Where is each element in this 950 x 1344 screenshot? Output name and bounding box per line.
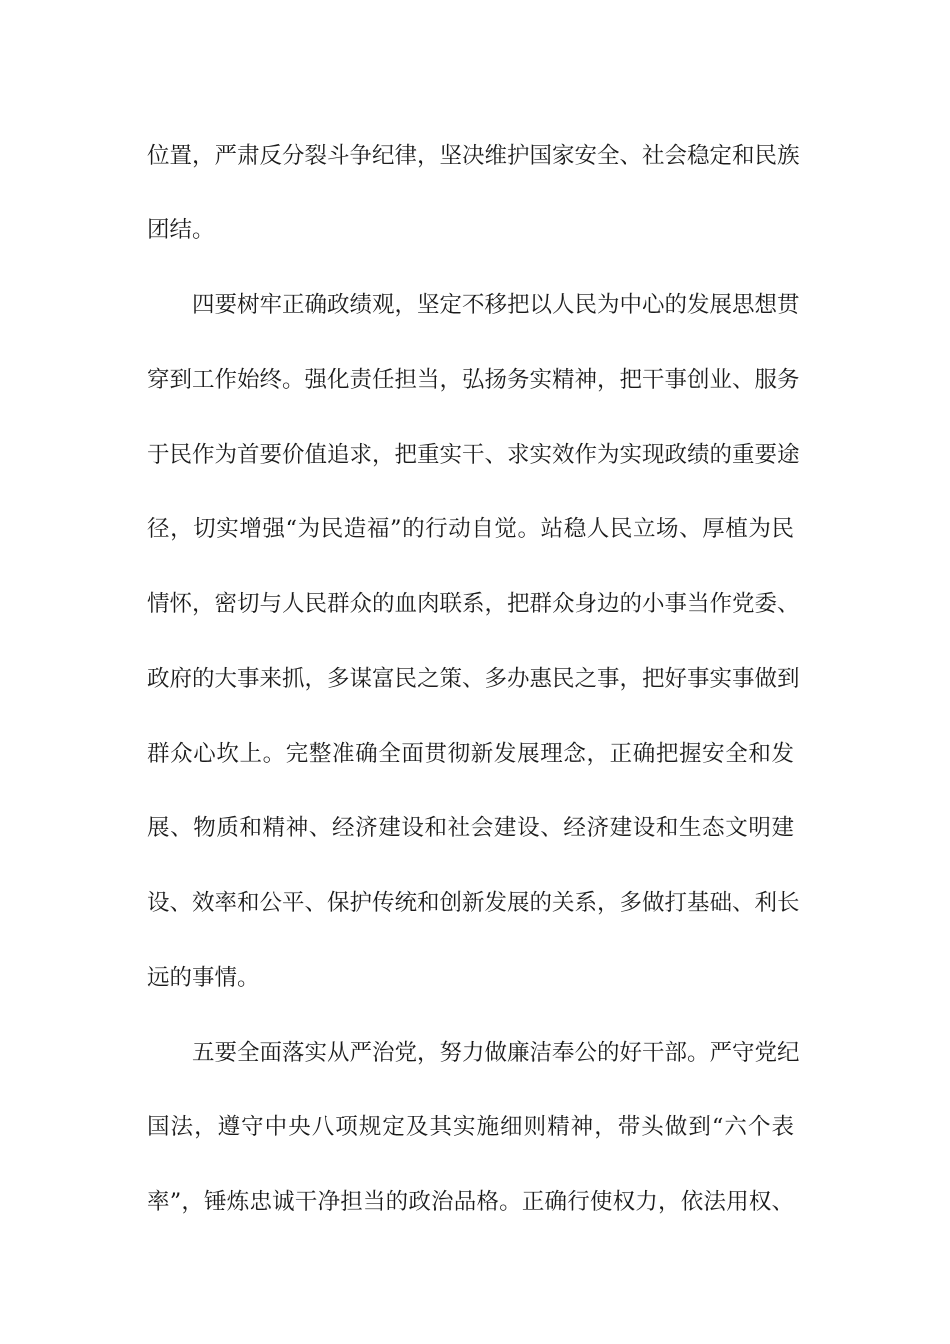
text-line: 群众心坎上。完整准确全面贯彻新发展理念，正确把握安全和发	[147, 741, 794, 767]
text-line: 率”，锤炼忠诚干净担当的政治品格。正确行使权力，依法用权、	[147, 1189, 794, 1215]
text-line: 位置，严肃反分裂斗争纪律，坚决维护国家安全、社会稳定和民族	[147, 143, 800, 169]
text-line: 展、物质和精神、经济建设和社会建设、经济建设和生态文明建	[147, 815, 794, 841]
text-line: 于民作为首要价值追求，把重实干、求实效作为实现政绩的重要途	[147, 442, 800, 468]
text-line: 情怀，密切与人民群众的血肉联系，把群众身边的小事当作党委、	[147, 591, 800, 617]
text-line: 国法，遵守中央八项规定及其实施细则精神，带头做到“六个表	[147, 1114, 794, 1140]
text-line: 穿到工作始终。强化责任担当，弘扬务实精神，把干事创业、服务	[147, 367, 800, 393]
paragraph-start-line: 五要全面落实从严治党，努力做廉洁奉公的好干部。严守党纪	[192, 1040, 800, 1066]
text-line: 远的事情。	[147, 965, 260, 991]
text-line: 政府的大事来抓，多谋富民之策、多办惠民之事，把好事实事做到	[147, 666, 800, 692]
paragraph-start-line: 四要树牢正确政绩观，坚定不移把以人民为中心的发展思想贯	[192, 292, 800, 318]
text-line: 设、效率和公平、保护传统和创新发展的关系，多做打基础、利长	[147, 890, 800, 916]
text-line: 团结。	[147, 217, 215, 243]
text-line: 径，切实增强“为民造福”的行动自觉。站稳人民立场、厚植为民	[147, 516, 794, 542]
